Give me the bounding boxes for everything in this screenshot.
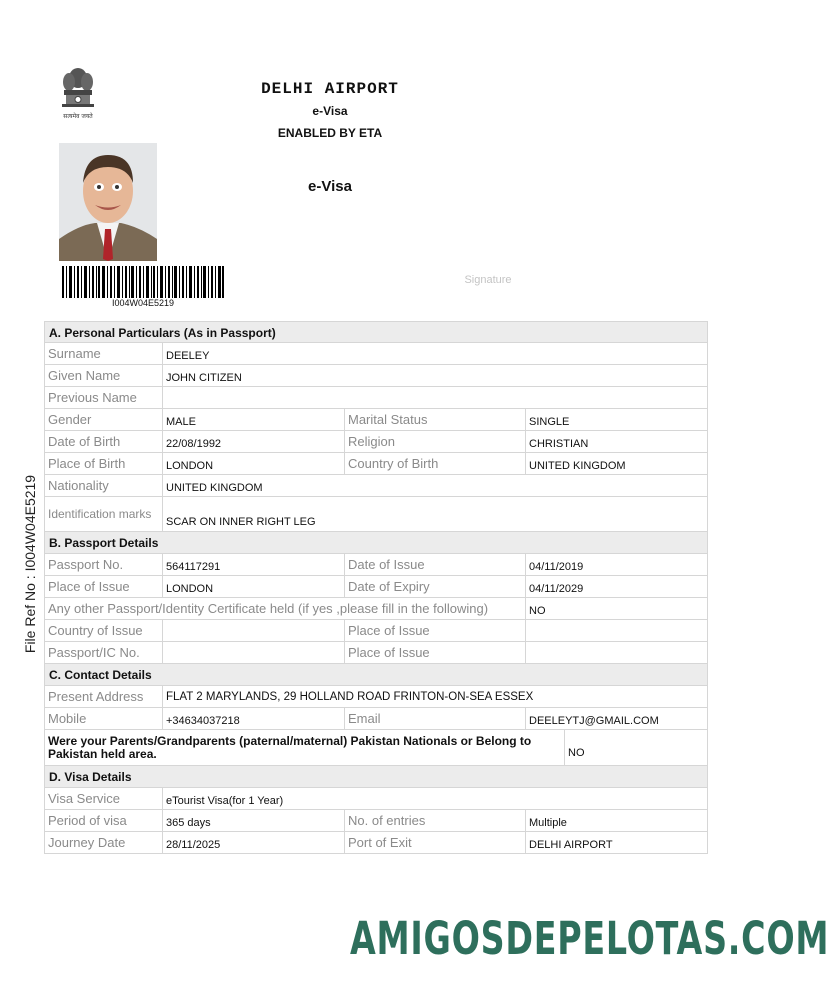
journey-value: 28/11/2025 xyxy=(163,832,345,853)
document-subtitle: e-Visa xyxy=(312,104,348,118)
exit-label: Port of Exit xyxy=(345,832,526,853)
other-place2-value xyxy=(526,642,707,663)
period-label: Period of visa xyxy=(45,810,163,831)
other-country-label: Country of Issue xyxy=(45,620,163,641)
given-name-value: JOHN CITIZEN xyxy=(166,371,242,384)
row-passport-no xyxy=(44,554,708,576)
document-type: e-Visa xyxy=(308,178,352,195)
cob-value: UNITED KINGDOM xyxy=(529,459,626,472)
id-marks-value: SCAR ON INNER RIGHT LEG xyxy=(166,516,316,528)
applicant-photo xyxy=(59,143,157,261)
passport-no-value: 564117291 xyxy=(163,554,345,575)
row-nationality xyxy=(44,475,708,497)
other-place-value xyxy=(526,620,707,641)
surname-label: Surname xyxy=(45,343,163,364)
other-no-label: Passport/IC No. xyxy=(45,642,163,663)
file-ref-number: File Ref No : I004W04E5219 xyxy=(22,474,38,654)
issue-place-label: Place of Issue xyxy=(45,576,163,597)
religion-label: Religion xyxy=(345,431,526,452)
gender-value: MALE xyxy=(163,409,345,430)
other-place2-label: Place of Issue xyxy=(345,642,526,663)
issue-place-value: LONDON xyxy=(163,576,345,597)
row-other-country xyxy=(44,620,708,642)
row-pakistan-question xyxy=(44,730,708,766)
section-heading-visa: D. Visa Details xyxy=(44,766,708,788)
row-surname xyxy=(44,343,708,365)
email-label: Email xyxy=(345,708,526,729)
mobile-label: Mobile xyxy=(45,708,163,729)
id-marks-label: Identification marks xyxy=(45,497,163,531)
enabled-by-label: ENABLED BY ETA xyxy=(277,126,383,140)
national-emblem-icon xyxy=(57,62,99,124)
row-issue-place xyxy=(44,576,708,598)
row-other-no xyxy=(44,642,708,664)
other-passport-label: Any other Passport/Identity Certificate held (if yes ,please fill in the following) xyxy=(45,598,526,619)
row-id-marks xyxy=(44,497,708,532)
barcode xyxy=(62,266,224,298)
row-address xyxy=(44,686,708,708)
other-place-label: Place of Issue xyxy=(345,620,526,641)
expiry-label: Date of Expiry xyxy=(345,576,526,597)
row-period xyxy=(44,810,708,832)
entries-value: Multiple xyxy=(529,816,567,829)
address-label: Present Address xyxy=(45,686,163,707)
section-heading-personal: A. Personal Particulars (As in Passport) xyxy=(44,321,708,343)
pob-label: Place of Birth xyxy=(45,453,163,474)
exit-value: DELHI AIRPORT xyxy=(529,838,613,851)
watermark-brand: AMIGOSDEPELOTAS.COM xyxy=(350,912,829,965)
expiry-value: 04/11/2029 xyxy=(529,582,584,595)
section-heading-contact: C. Contact Details xyxy=(44,664,708,686)
row-pob xyxy=(44,453,708,475)
dob-value: 22/08/1992 xyxy=(163,431,345,452)
email-value: DEELEYTJ@GMAIL.COM xyxy=(529,714,659,727)
previous-name-label: Previous Name xyxy=(45,387,163,408)
emblem-caption: सत्यमेव जयते xyxy=(63,113,93,120)
marital-status-label: Marital Status xyxy=(345,409,526,430)
entries-label: No. of entries xyxy=(345,810,526,831)
pakistan-question: Were your Parents/Grandparents (paternal/maternal) Pakistan Nationals or Belong to Pakistan held area. xyxy=(45,730,565,765)
journey-label: Journey Date xyxy=(45,832,163,853)
passport-no-label: Passport No. xyxy=(45,554,163,575)
document-title: DELHI AIRPORT xyxy=(261,80,399,98)
section-heading-passport: B. Passport Details xyxy=(44,532,708,554)
cob-label: Country of Birth xyxy=(345,453,526,474)
row-given-name xyxy=(44,365,708,387)
row-previous-name xyxy=(44,387,708,409)
barcode-number: I004W04E5219 xyxy=(111,298,175,308)
row-journey xyxy=(44,832,708,854)
signature-label: Signature xyxy=(464,274,512,286)
visa-form xyxy=(44,321,708,854)
previous-name-value xyxy=(163,387,707,408)
religion-value: CHRISTIAN xyxy=(529,437,589,450)
visa-service-value: eTourist Visa(for 1 Year) xyxy=(166,794,284,807)
row-gender xyxy=(44,409,708,431)
address-value: FLAT 2 MARYLANDS, 29 HOLLAND ROAD FRINTON-ON-SEA ESSEX xyxy=(166,690,534,703)
gender-label: Gender xyxy=(45,409,163,430)
row-other-passport xyxy=(44,598,708,620)
visa-service-label: Visa Service xyxy=(45,788,163,809)
other-country-value xyxy=(163,620,345,641)
period-value: 365 days xyxy=(163,810,345,831)
issue-date-value: 04/11/2019 xyxy=(529,560,584,573)
pakistan-answer: NO xyxy=(568,746,585,759)
nationality-label: Nationality xyxy=(45,475,163,496)
marital-status-value: SINGLE xyxy=(529,415,570,428)
row-visa-service xyxy=(44,788,708,810)
row-mobile xyxy=(44,708,708,730)
dob-label: Date of Birth xyxy=(45,431,163,452)
nationality-value: UNITED KINGDOM xyxy=(166,481,263,494)
pob-value: LONDON xyxy=(163,453,345,474)
row-dob xyxy=(44,431,708,453)
other-no-value xyxy=(163,642,345,663)
issue-date-label: Date of Issue xyxy=(345,554,526,575)
other-passport-value: NO xyxy=(529,604,546,617)
surname-value: DEELEY xyxy=(166,349,210,362)
given-name-label: Given Name xyxy=(45,365,163,386)
mobile-value: +34634037218 xyxy=(163,708,345,729)
